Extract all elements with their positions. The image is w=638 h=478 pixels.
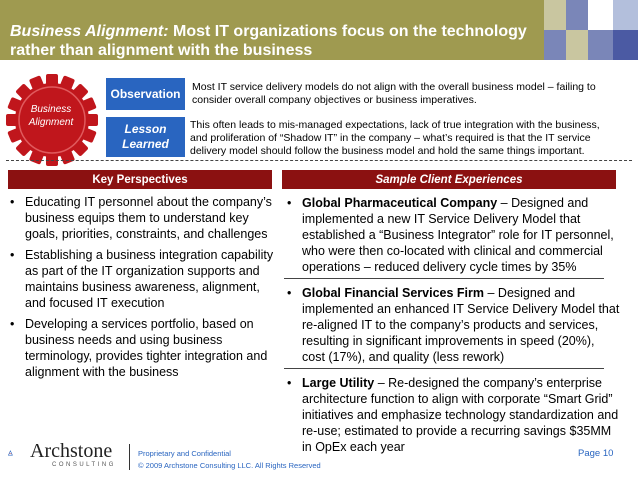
- list-item: • Educating IT personnel about the company’s business equips them to understand key goals, priorities, constraints, and challenges: [8, 194, 276, 242]
- lesson-learned-text: This often leads to mis-managed expectations, lack of true integration with the business, and proliferation of “Shadow IT” in the company – what’s required is that the IT service delivery model should follow the business model and hold the same things important.: [190, 119, 600, 157]
- key-perspectives-heading: Key Perspectives: [8, 170, 272, 189]
- observation-text: Most IT service delivery models do not align with the overall business model – failing to consider overall company objectives or business imperatives.: [192, 81, 596, 106]
- client-description: – Designed and implemented a new IT Service Delivery Model that established a “Business Integrator” role for IT personnel, who were then co-located with clinical and commercial operations – reduced delivery cycle times by 35%: [302, 196, 614, 274]
- client-description: – Designed and implemented an enhanced IT Service Delivery Model that re-aligned IT to the company’s products and services, resulting in significant improvements in speed (20%), cost (17%), and quality (less rework): [302, 286, 620, 364]
- logo-wordmark: Archstone: [30, 440, 113, 462]
- decorative-square: [544, 30, 566, 60]
- page-title: [10, 22, 530, 60]
- decorative-square: [588, 30, 613, 60]
- footer-copyright: © 2009 Archstone Consulting LLC. All Rights Reserved: [138, 461, 321, 470]
- item-divider: [284, 278, 604, 279]
- client-experiences-list: [284, 195, 620, 457]
- lesson-learned-label: Lesson Learned: [106, 117, 185, 157]
- section-divider: [6, 160, 632, 161]
- list-item: [284, 195, 620, 275]
- footer-confidential: Proprietary and Confidential: [138, 449, 231, 458]
- decorative-square: [544, 0, 566, 30]
- title-text: Most IT organizations focus on the technology rather than alignment with the business: [10, 23, 527, 59]
- decorative-square: [566, 30, 588, 60]
- decorative-square: [613, 0, 638, 30]
- client-name: Global Financial Services Firm: [302, 286, 485, 300]
- list-item: [284, 375, 620, 455]
- footer-divider: [129, 444, 130, 470]
- client-description: – Re-designed the company’s enterprise architecture function to align with corporate “Smart Grid” initiatives and emphasize technology standardization and re-use; estimated to provide a recurring savings $35MM in OpEx each year: [302, 376, 619, 454]
- decorative-square: [588, 0, 613, 30]
- client-experiences-heading: Sample Client Experiences: [282, 170, 616, 189]
- title-emphasis: Business Alignment:: [10, 23, 169, 40]
- decorative-square: [613, 30, 638, 60]
- list-item: • Establishing a business integration capability as part of the IT organization supports and maintains business awareness, alignment, and focused IT execution: [8, 247, 276, 311]
- list-item: [284, 285, 620, 365]
- observation-label: Observation: [106, 78, 185, 110]
- list-item: • Developing a services portfolio, based on business needs and using business terminology, provides tighter integration and alignment with the business: [8, 316, 276, 380]
- archstone-logo-icon: [8, 440, 32, 466]
- client-name: Global Pharmaceutical Company: [302, 196, 498, 210]
- page-number: Page 10: [578, 448, 614, 459]
- gear-label: Business Alignment: [28, 104, 74, 128]
- logo-subtitle: CONSULTING: [52, 462, 116, 468]
- client-name: Large Utility: [302, 376, 375, 390]
- decorative-square: [566, 0, 588, 30]
- key-perspectives-list: [8, 194, 276, 385]
- item-divider: [284, 368, 604, 369]
